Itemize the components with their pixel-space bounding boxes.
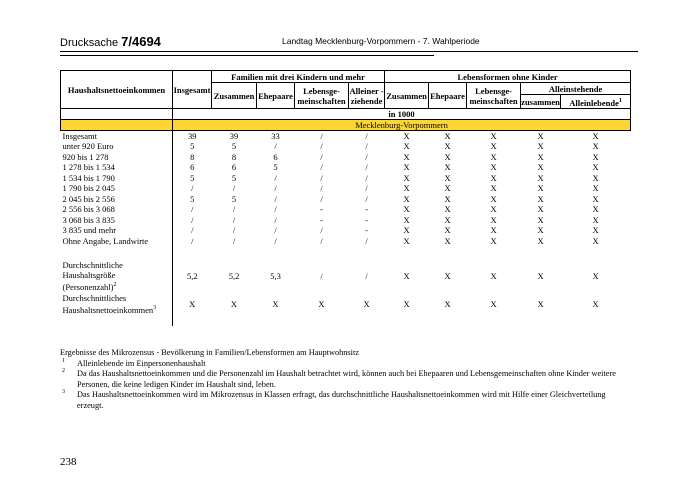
cell: / [274,172,277,183]
cell: / [320,235,323,246]
table-row [61,204,631,215]
cell: / [274,204,277,215]
cell: X [537,214,544,225]
cell: X [444,131,451,141]
cell: X [444,298,451,309]
cell: / [232,235,236,246]
source-note: Ergebnisse des Mikrozensus - Bevölkerung in Familien/Lebensformen am Hauptwohnsitz [60,348,359,357]
col-header-as-zusammen: zusammen [521,96,560,107]
cell: / [320,183,323,194]
cell: X [403,131,410,141]
cell: X [444,162,451,173]
col-header-income: Haushaltsnettoeinkommen [61,71,173,109]
cell: / [320,162,323,173]
cell: / [365,270,368,281]
table-row [61,131,631,142]
cell: X [444,172,451,183]
cell: 5 [273,162,278,173]
row-label: 3 068 bis 3 835 [62,214,115,225]
cell: 8 [231,151,237,162]
col-header-insgesamt: Insgesamt [173,71,212,109]
cell: 5 [231,141,237,152]
col-header-alleinerziehende: Alleiner - ziehende [349,83,385,109]
cell: / [365,193,368,204]
cell: X [403,193,410,204]
row-label: Durchschnittliche Haushaltsgröße (Personenzahl)$^2$ [62,260,123,292]
cell: / [274,141,277,152]
row-label: 3 835 und mehr [62,225,117,236]
cell: / [365,162,368,173]
cell: / [274,193,277,204]
cell: 6 [173,162,212,173]
cell: X [592,131,599,141]
col-header-zusammen-2: Zusammen [385,83,429,109]
cell: 5 [231,193,237,204]
cell: / [365,172,368,183]
cell: X [490,204,497,215]
cell: X [592,225,599,236]
footnote-2: 2 Da das Haushaltsnettoeinkommen und die Personenzahl im Haushalt betrachtet wird, können auch bei Ehepaaren und Lebensgemeinschaften ohne Kinder weitere Personen, die keine ledigen Kinder im Haushalt sind, leben. [62,368,616,389]
row-label: 2 045 bis 2 556 [62,193,115,204]
cell: X [403,183,410,194]
unit-label: in 1000 [173,109,631,120]
cell: / [173,225,212,236]
cell: X [592,270,599,281]
cell: X [444,214,451,225]
col-header-ehepaare: Ehepaare [257,83,295,109]
cell: - [365,214,368,225]
cell: / [274,235,277,246]
cell: X [592,162,599,173]
cell: X [173,292,212,316]
cell: / [274,214,277,225]
table-row [61,194,631,205]
cell: - [320,204,323,215]
cell: X [490,225,497,236]
table-row-avg-income [61,292,631,316]
cell: X [444,141,451,152]
col-header-ehepaare-2: Ehepaare [429,83,467,109]
cell: / [320,270,323,281]
cell: X [403,172,410,183]
cell: 6 [231,162,237,173]
region-label: Mecklenburg-Vorpommern [173,120,631,131]
cell: / [365,151,368,162]
table-top-rule [60,55,434,56]
cell: 5 [173,194,212,205]
cell: X [490,270,497,281]
table-row [61,173,631,184]
cell: X [490,172,497,183]
cell: / [232,204,236,215]
cell: X [403,298,410,309]
cell: X [444,270,451,281]
cell: 5,3 [270,270,281,281]
group-header-families: Familien mit drei Kindern und mehr [212,71,385,83]
cell: / [173,183,212,194]
cell: / [320,131,323,141]
cell: X [592,193,599,204]
col-header-lebensgemeinschaften-2: Lebensge-meinschaften [467,83,521,109]
cell: X [592,141,599,152]
cell: / [365,131,368,141]
cell: X [403,235,410,246]
cell: X [537,225,544,236]
cell: - [365,225,368,236]
cell: X [592,298,599,309]
cell: X [272,298,279,309]
cell: X [490,193,497,204]
cell: X [403,141,410,152]
cell: X [444,225,451,236]
footnote-1: 1 Alleinlebende im Einpersonenhaushalt [62,357,206,368]
cell: X [490,131,497,141]
cell: 5 [231,172,237,183]
cell: / [320,141,323,152]
cell: - [320,214,323,225]
cell: X [363,298,370,309]
cell: X [592,183,599,194]
table-row [61,183,631,194]
cell: X [403,204,410,215]
cell: / [173,236,212,247]
cell: 5 [173,141,212,152]
cell: X [537,172,544,183]
cell: / [173,204,212,215]
cell: X [403,162,410,173]
table-row [61,225,631,236]
cell: X [537,204,544,215]
row-label: unter 920 Euro [62,141,114,152]
cell: / [232,225,236,236]
cell: 5,2 [228,270,240,281]
cell: / [320,172,323,183]
cell: X [444,204,451,215]
table-row [61,141,631,152]
cell: X [490,141,497,152]
cell: 8 [173,152,212,163]
cell: 5 [173,173,212,184]
cell: X [592,204,599,215]
col-header-alleinstehende: Alleinstehende [521,83,631,95]
table-row [61,236,631,247]
cell: X [537,183,544,194]
cell: X [592,172,599,183]
data-table [60,70,631,326]
col-header-alleinlebende: Alleinlebende$^1$ [561,95,631,109]
cell: X [592,235,599,246]
cell: 5,2 [173,260,212,292]
cell: 6 [273,151,278,162]
row-label: Ohne Angabe, Landwirte [62,235,149,246]
row-label: Insgesamt [62,131,97,141]
cell: X [490,151,497,162]
cell: X [537,162,544,173]
row-label: Durchschnittliches Haushaltsnettoeinkommen$^3$ [62,292,157,315]
cell: X [490,214,497,225]
cell: X [403,151,410,162]
footnote-3: 3 Das Haushaltsnettoeinkommen wird im Mikrozensus in Klassen erfragt, das durchschnittliche Haushaltsnettoeinkommen wird mit Hilfe einer Gleichverteilung erzeugt. [62,389,606,410]
cell: X [444,151,451,162]
cell: / [320,225,323,236]
cell: X [403,214,410,225]
cell: X [490,298,497,309]
cell: / [232,183,236,194]
document-number: Drucksache 7/4694 [60,34,161,49]
cell: X [444,235,451,246]
cell: / [274,183,277,194]
cell: X [318,298,325,309]
cell: X [490,235,497,246]
row-label: 1 278 bis 1 534 [62,162,115,173]
cell: X [537,151,544,162]
header-rule [60,51,638,52]
footnotes [60,348,630,411]
cell: / [274,225,277,236]
group-header-no-children: Lebensformen ohne Kinder [385,71,631,83]
cell: 39 [173,131,212,142]
parliament-label: Landtag Mecklenburg-Vorpommern - 7. Wahlperiode [282,36,480,46]
cell: X [403,225,410,236]
cell: X [537,270,544,281]
cell: - [365,204,368,215]
cell: / [232,214,236,225]
cell: / [365,141,368,152]
table-row [61,162,631,173]
cell: / [365,183,368,194]
col-header-zusammen: Zusammen [212,83,257,109]
table-row-avg-size [61,260,631,292]
row-label: 1 790 bis 2 045 [62,183,115,194]
cell: X [490,183,497,194]
table-row [61,215,631,226]
cell: X [537,235,544,246]
cell: X [444,193,451,204]
cell: / [320,193,323,204]
row-label: 1 534 bis 1 790 [62,172,115,183]
cell: 33 [271,131,280,141]
row-label: 2 556 bis 3 068 [62,204,115,215]
cell: / [365,235,368,246]
col-header-lebensgemeinschaften: Lebensge-meinschaften [295,83,349,109]
cell: X [537,193,544,204]
cell: X [537,298,544,309]
cell: X [592,151,599,162]
cell: / [173,215,212,226]
cell: 39 [229,131,239,141]
page-number: 238 [60,456,77,468]
table-row [61,152,631,163]
cell: / [320,151,323,162]
cell: X [592,214,599,225]
cell: X [444,183,451,194]
cell: X [230,298,238,309]
row-label: 920 bis 1 278 [62,151,109,162]
cell: X [537,141,544,152]
cell: X [403,270,410,281]
cell: X [537,131,544,141]
cell: X [490,162,497,173]
